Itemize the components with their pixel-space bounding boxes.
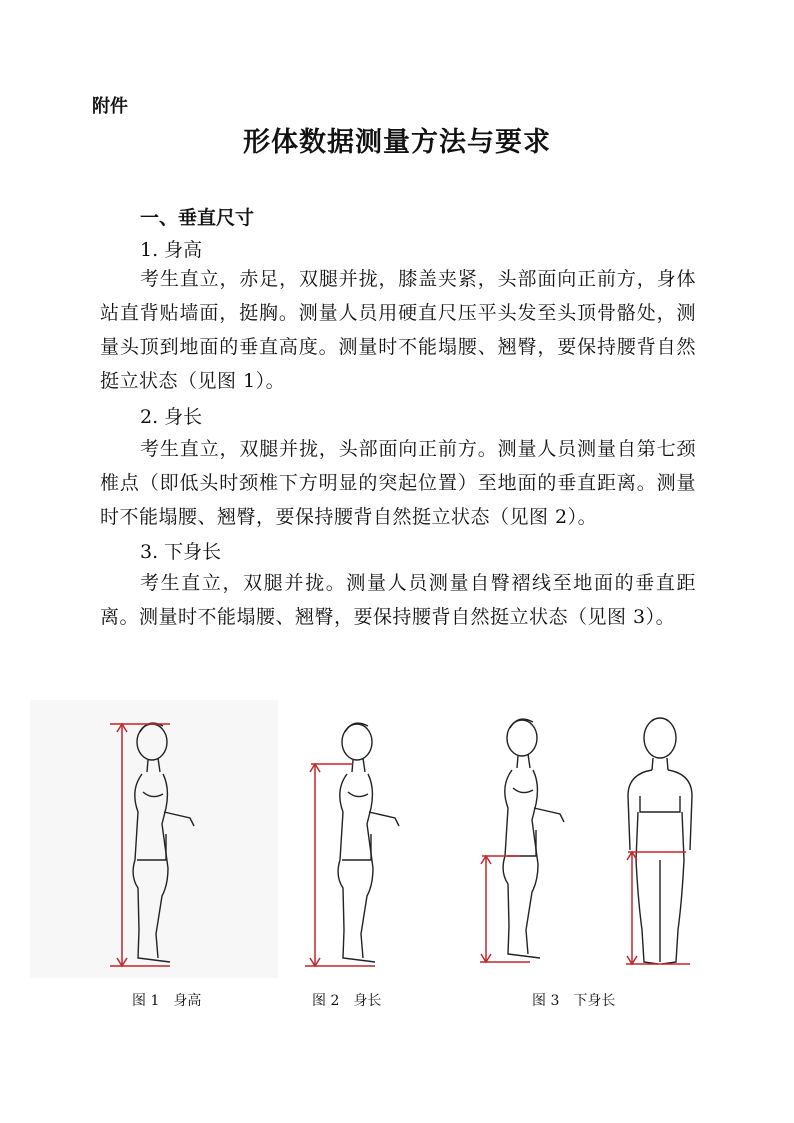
measurement-figures bbox=[30, 700, 730, 980]
item-label-lower-body: 3. 下身长 bbox=[140, 541, 222, 563]
figure-2-person bbox=[338, 723, 399, 962]
figure-1-caption: 图 1 身高 bbox=[132, 993, 202, 1009]
item-label-body-length: 2. 身长 bbox=[140, 406, 203, 428]
figure-3-back-person bbox=[628, 718, 692, 964]
figure-3-caption: 图 3 下身长 bbox=[532, 993, 616, 1009]
item-text-height: 考生直立，赤足，双腿并拢，膝盖夹紧，头部面向正前方，身体站直背贴墙面，挺胸。测量人员用硬直尺压平头发至头顶骨骼处，测量头顶到地面的垂直高度。测量时不能塌腰、翘臀，要保持腰背自然挺立状态（见图 1）。 bbox=[100, 268, 696, 392]
attachment-label: 附件 bbox=[92, 96, 128, 117]
item-text-lower-body: 考生直立，双腿并拢。测量人员测量自臀褶线至地面的垂直距离。测量时不能塌腰、翘臀，要保持腰背自然挺立状态（见图 3）。 bbox=[100, 572, 696, 628]
section-heading: 一、垂直尺寸 bbox=[140, 207, 255, 229]
figure-1-background bbox=[30, 700, 278, 978]
item-text-body-length: 考生直立，双腿并拢，头部面向正前方。测量人员测量自第七颈椎点（即低头时颈椎下方明显的突起位置）至地面的垂直距离。测量时不能塌腰、翘臀，要保持腰背自然挺立状态（见图 2）。 bbox=[100, 438, 696, 528]
figure-3-person bbox=[503, 719, 564, 958]
item-label-height: 1. 身高 bbox=[140, 239, 203, 261]
page-title: 形体数据测量方法与要求 bbox=[243, 127, 551, 158]
figure-2-caption: 图 2 身长 bbox=[312, 993, 382, 1009]
figure-3-measure-line bbox=[480, 856, 530, 962]
